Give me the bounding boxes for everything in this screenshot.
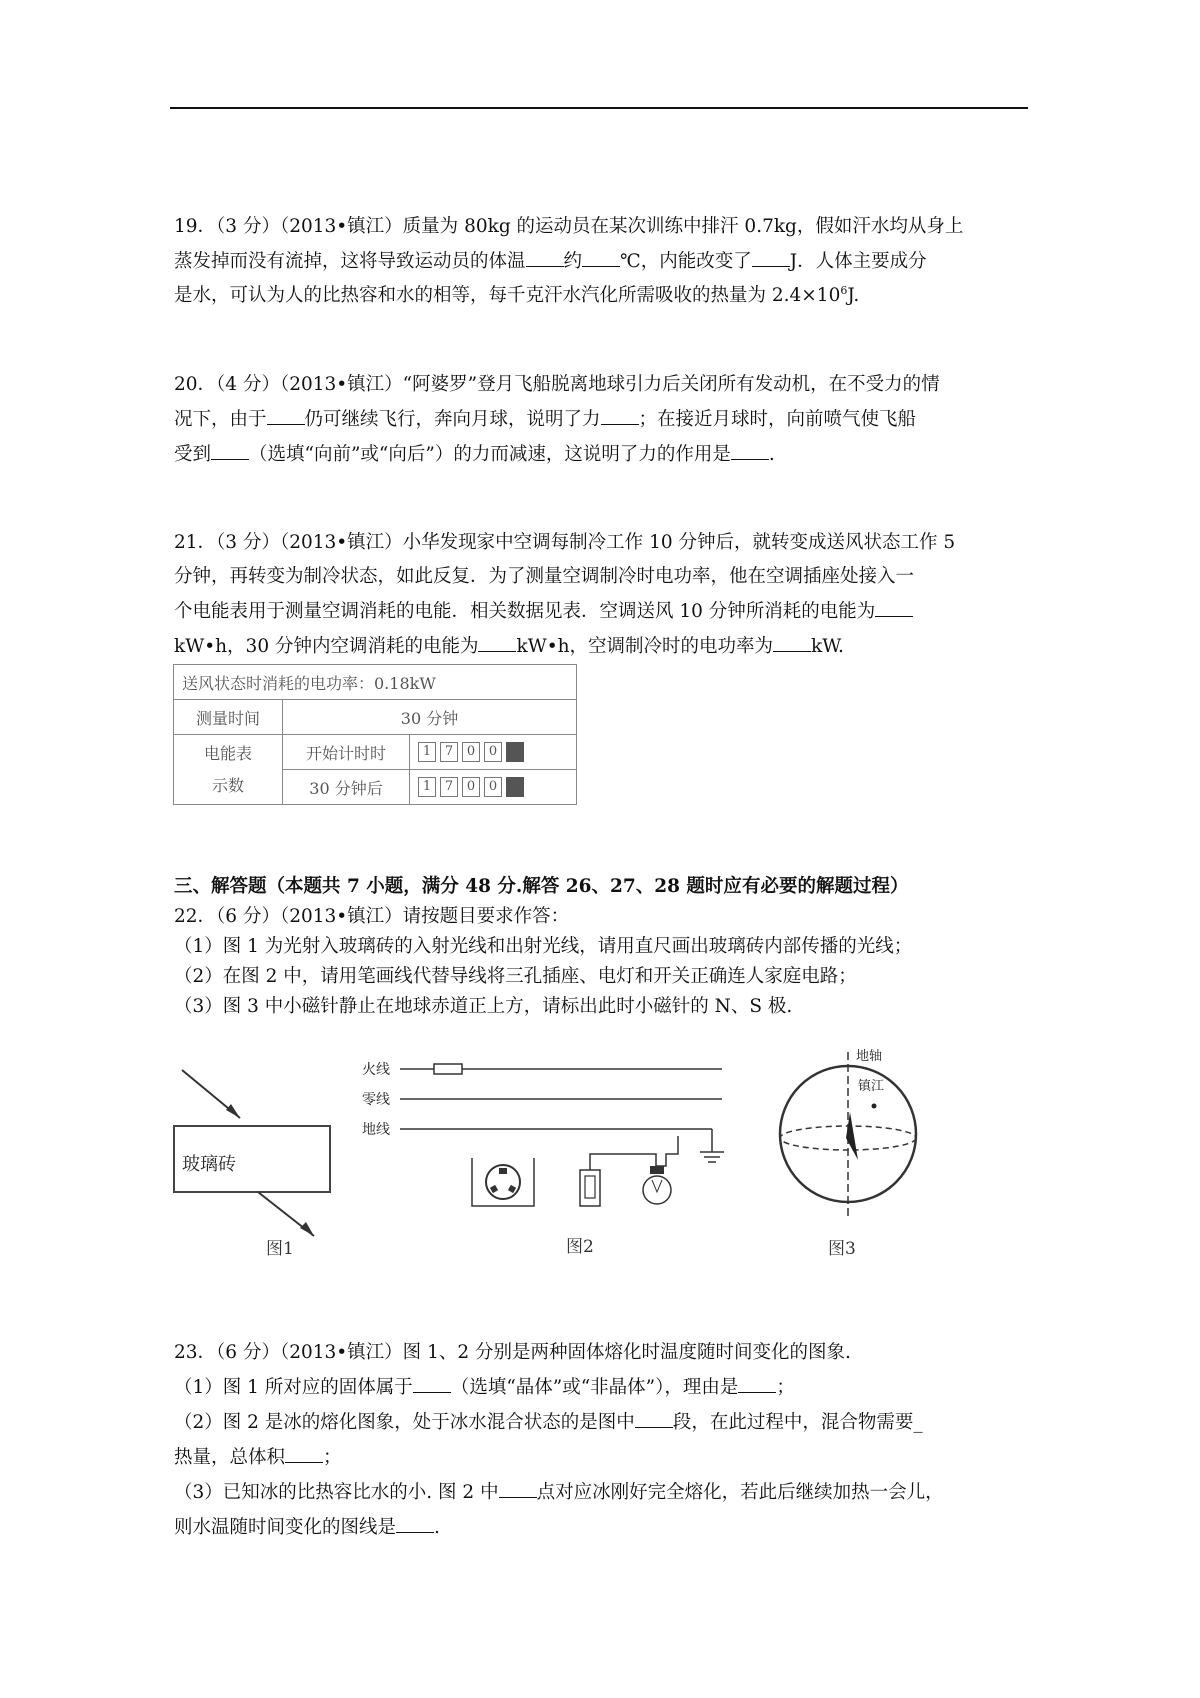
table-time-label: 测量时间 (174, 700, 283, 735)
q20-line-2: 况下，由于 仍可继续飞行，奔向月球，说明了力 ；在接近月球时，向前喷气使飞船 (174, 402, 1030, 437)
ground-wire-label: 地线 (362, 1122, 390, 1138)
question-22 (174, 872, 1030, 1022)
q22-line-3: （2）在图 2 中，请用笔画线代替导线将三孔插座、电灯和开关正确连人家庭电路； (174, 966, 857, 987)
zhenjiang-label: 镇江 (858, 1079, 885, 1094)
q19-line-2: 蒸发掉而没有流掉，这将导致运动员的体温 约 ℃，内能改变了 J．人体主要成分 (174, 244, 1030, 279)
table-end-reading: 1 7 0 0 (410, 770, 577, 805)
q22-line-4: （3）图 3 中小磁针静止在地球赤道正上方，请标出此时小磁针的 N、S 极. (174, 996, 793, 1017)
question-23 (174, 1336, 1030, 1545)
q20-line-1: 20．（4 分）（2013•镇江）“阿婆罗”登月飞船脱离地球引力后关闭所有发动机，在不受力的情 (174, 374, 940, 395)
answer-blank[interactable] (738, 1370, 776, 1393)
figure-2-label: 图2 (566, 1237, 594, 1257)
answer-blank[interactable] (601, 402, 639, 425)
question-21 (174, 526, 1030, 664)
q22-line-1: 22．（6 分）（2013•镇江）请按题目要求作答： (174, 906, 570, 927)
q23-line-5: （3）已知冰的比热容比水的小. 图 2 中 点对应冰刚好完全熔化，若此后继续加热一会儿， (174, 1475, 1030, 1510)
answer-blank[interactable] (211, 437, 249, 460)
answer-blank[interactable] (773, 629, 811, 652)
answer-blank[interactable] (526, 244, 564, 267)
q21-line-3: 个电能表用于测量空调消耗的电能．相关数据见表．空调送风 10 分钟所消耗的电能为 (174, 594, 1030, 629)
answer-blank[interactable] (396, 1510, 434, 1533)
earth-axis-label: 地轴 (856, 1049, 883, 1064)
q23-line-2: （1）图 1 所对应的固体属于 （选填“晶体”或“非晶体”），理由是 ； (174, 1370, 1030, 1405)
table-end-label: 30 分钟后 (283, 770, 410, 805)
section-3-heading: 三、解答题（本题共 7 小题，满分 48 分.解答 26、27、28 题时应有必要的解题过程） (174, 876, 909, 897)
meter-data-table (173, 664, 577, 805)
question-20 (174, 368, 1030, 472)
answer-blank[interactable] (413, 1370, 451, 1393)
zhenjiang-dot (872, 1104, 877, 1109)
neutral-wire-label: 零线 (362, 1092, 390, 1108)
answer-blank[interactable] (582, 244, 620, 267)
q20-line-3: 受到 （选填“向前”或“向后”）的力而减速，这说明了力的作用是 . (174, 437, 1030, 472)
answer-blank[interactable] (731, 437, 769, 460)
figure-1-label: 图1 (266, 1239, 294, 1259)
q21-line-4: kW•h，30 分钟内空调消耗的电能为 kW•h，空调制冷时的电功率为 kW. (174, 629, 1030, 664)
answer-blank[interactable] (478, 629, 516, 652)
figure-3-earth-compass (770, 1042, 950, 1266)
answer-blank[interactable] (285, 1440, 323, 1463)
table-start-label: 开始计时时 (283, 735, 410, 770)
table-power-row: 送风状态时消耗的电功率：0.18kW (174, 665, 577, 700)
table-meter-label: 电能表 示数 (174, 735, 283, 805)
q23-line-1: 23．（6 分）（2013•镇江）图 1、2 分别是两种固体熔化时温度随时间变化的图象. (174, 1342, 851, 1363)
q23-line-3: （2）图 2 是冰的熔化图象，处于冰水混合状态的是图中 段，在此过程中，混合物需要_ (174, 1405, 1030, 1440)
answer-blank[interactable] (267, 402, 305, 425)
q22-line-2: （1）图 1 为光射入玻璃砖的入射光线和出射光线，请用直尺画出玻璃砖内部传播的光线； (174, 936, 913, 957)
answer-blank[interactable] (752, 244, 790, 267)
q21-line-2: 分钟，再转变为制冷状态，如此反复．为了测量空调制冷时电功率，他在空调插座处接入一 (174, 566, 915, 587)
glass-brick-label: 玻璃砖 (182, 1154, 236, 1175)
header-rule (170, 107, 1028, 109)
answer-blank[interactable] (635, 1405, 673, 1428)
question-19 (174, 210, 1030, 313)
table-time-value: 30 分钟 (283, 700, 577, 735)
live-wire-label: 火线 (362, 1062, 390, 1078)
q21-line-1: 21．（3 分）（2013•镇江）小华发现家中空调每制冷工作 10 分钟后，就转变成送风状态工作 5 (174, 532, 956, 553)
answer-blank[interactable] (499, 1475, 537, 1498)
table-start-reading: 1 7 0 0 (410, 735, 577, 770)
figure-2-household-circuit (360, 1056, 740, 1266)
q19-line-1: 19．（3 分）（2013•镇江）质量为 80kg 的运动员在某次训练中排汗 0.7kg，假如汗水均从身上 (174, 216, 964, 237)
figure-1-glass-brick (170, 1060, 370, 1260)
answer-blank[interactable] (875, 594, 913, 617)
q23-line-4: 热量，总体积 ； (174, 1440, 1030, 1475)
q23-line-6: 则水温随时间变化的图线是 . (174, 1510, 1030, 1545)
q19-line-3: 是水，可认为人的比热容和水的相等，每千克汗水汽化所需吸收的热量为 $2.4\times 10^6J$. (174, 283, 860, 306)
figure-3-label: 图3 (828, 1239, 856, 1259)
